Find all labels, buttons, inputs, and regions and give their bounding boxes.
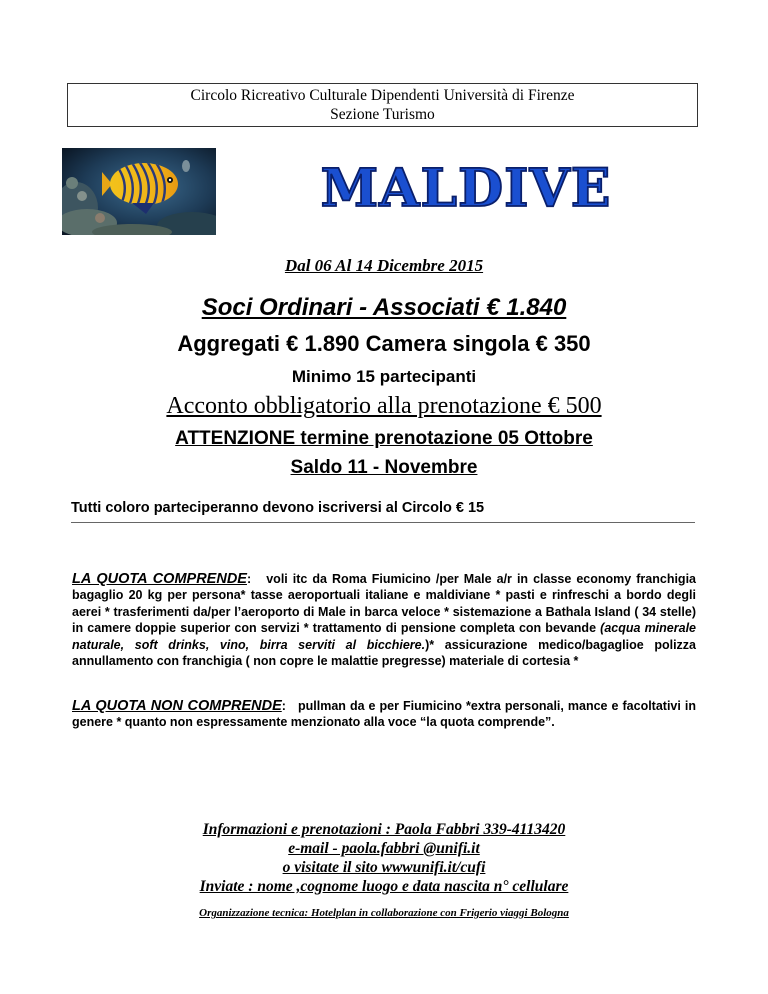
contact-website: o visitate il sito wwwunifi.it/cufi <box>282 859 486 876</box>
quota-comprende-label: LA QUOTA COMPRENDE <box>72 571 247 587</box>
minimum-participants: Minimo 15 partecipanti <box>291 367 477 386</box>
title-maldive <box>266 156 666 216</box>
balance-due: Saldo 11 - Novembre <box>290 457 478 478</box>
contact-line-4: Inviate : nome ,cognome luogo e data nascita n° cellulare <box>199 878 569 895</box>
price-soci: Soci Ordinari - Associati € 1.840 <box>201 294 567 321</box>
quota-comprende-text-2: )* assicurazione medico/bagaglioe polizza annullamento con franchigia ( non copre le malattie pregresse) materiale di cortesia * <box>72 637 697 669</box>
quota-comprende: LA QUOTA COMPRENDE: voli itc da Roma Fiumicino /per Male a/r in classe economy franchigia bagaglio 20 kg per persona* tasse aeroportuali italiane e maldiviane * pasti e rinfreschi a bordo degli aerei * trasferimenti da/per l’aeroporto di Male in barca veloce * sistemazione a Bathala Island ( 34 stelle) in camere doppie superior con servizi * trattamento di pensione completa con bevande (acqua minerale naturale, soft drinks, vino, birra serviti al bicchiere.)* assicurazione medico/bagaglioe polizza annullamento con franchigia ( non copre le malattie pregresse) materiale di cortesia * <box>72 571 697 669</box>
membership-note: Tutti coloro parteciperanno devono iscriversi al Circolo € 15 <box>71 500 695 523</box>
contact-email: e-mail - paola.fabbri @unifi.it <box>288 840 480 857</box>
title-text: MALDIVE <box>320 158 612 216</box>
quota-non-comprende: LA QUOTA NON COMPRENDE: pullman da e per Fiumicino *extra personali, mance e facoltativi in genere * quanto non espressamente menzionato alla voce “la quota comprende”. <box>72 698 696 730</box>
header-line-2: Sezione Turismo <box>330 106 435 123</box>
contact-line-1: Informazioni e prenotazioni : Paola Fabbri 339-4113420 <box>202 821 566 838</box>
deposit: Acconto obbligatorio alla prenotazione € 500 <box>166 393 602 419</box>
quota-non-comprende-text: pullman da e per Fiumicino *extra personali, mance e facoltativi in genere * quanto non espressamente menzionato alla voce “la quota comprende”. <box>72 699 696 730</box>
header-line-1: Circolo Ricreativo Culturale Dipendenti Università di Firenze <box>190 87 575 104</box>
quota-comprende-italic: (acqua minerale naturale, soft drinks, vino, birra serviti al bicchiere. <box>72 621 696 652</box>
quota-non-comprende-label: LA QUOTA NON COMPRENDE <box>72 698 282 714</box>
booking-deadline: ATTENZIONE termine prenotazione 05 Ottobre <box>175 428 593 449</box>
header-box <box>67 83 698 127</box>
trip-dates: Dal 06 Al 14 Dicembre 2015 <box>284 256 484 275</box>
contact-info <box>0 820 768 896</box>
quota-comprende-text-1: voli itc da Roma Fiumicino /per Male a/r in classe economy franchigia bagaglio 20 kg per persona* tasse aeroportuali italiane e maldiviane * pasti e rinfreschi a bordo degli aerei * trasferimenti da/per l’aeroporto di Male in barca veloce * sistemazione a Bathala Island ( 34 stelle) in camere doppie superior con servizi * trattamento di pensione completa con bevande <box>72 572 696 636</box>
organizer-note: Organizzazione tecnica: Hotelplan in collaborazione con Frigerio viaggi Bologna <box>199 907 569 919</box>
fish-photo <box>62 148 216 235</box>
price-aggregati: Aggregati € 1.890 Camera singola € 350 <box>177 331 591 356</box>
